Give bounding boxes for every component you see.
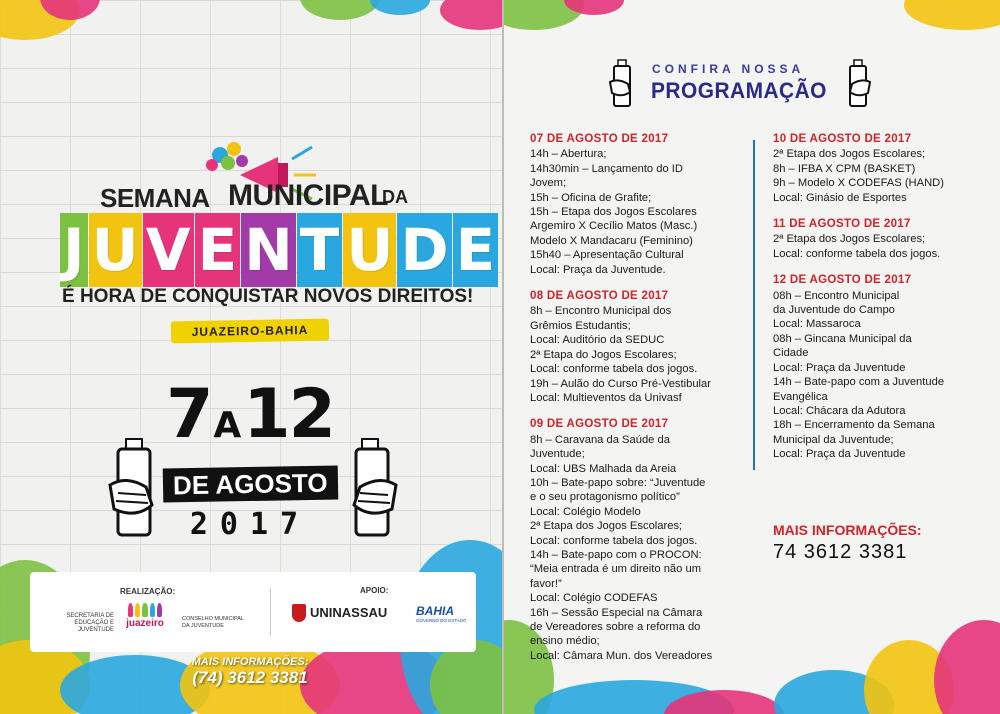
schedule-day	[773, 273, 973, 461]
letter-e: E	[195, 213, 241, 287]
contact-label: MAIS INFORMAÇÕES:	[773, 522, 922, 538]
schedule-line: Cidade	[773, 347, 809, 360]
schedule-line: 15h40 – Apresentação Cultural	[530, 249, 684, 262]
spray-can-icon	[842, 58, 872, 110]
spray-can-icon	[608, 58, 638, 110]
schedule-line: 10h – Bate-papo sobre: “Juventude	[530, 476, 706, 489]
day-title: 11 DE AGOSTO DE 2017	[773, 218, 911, 231]
schedule-line: 8h – IFBA X CPM (BASKET)	[773, 162, 916, 175]
title-municipal: MUNICIPAL	[228, 179, 388, 212]
juazeiro-logo-text: juazeiro	[126, 618, 164, 629]
schedule-day	[530, 132, 752, 277]
people-icon	[128, 603, 162, 617]
schedule-line: e o seu protagonismo político”	[530, 491, 680, 504]
header-programacao: PROGRAMAÇÃO	[651, 78, 827, 103]
realizacao-label: REALIZAÇÃO:	[120, 587, 176, 596]
schedule-line: Jovem;	[530, 177, 567, 190]
schedule-line: Modelo X Mandacaru (Feminino)	[530, 234, 693, 247]
date-a: A	[213, 405, 242, 446]
schedule-day	[773, 217, 973, 261]
contact-phone: (74) 3612 3381	[192, 668, 308, 687]
schedule-line: Local: Massaroca	[773, 318, 861, 331]
bahia-logo-sub: GOVERNO DO ESTADO	[416, 618, 467, 623]
city-badge: JUAZEIRO-BAHIA	[171, 319, 329, 344]
schedule-day	[530, 417, 752, 663]
schedule-line: 8h – Encontro Municipal dos	[530, 305, 672, 318]
schedule-line: favor!”	[530, 577, 562, 590]
schedule-line: 19h – Aulão do Curso Pré-Vestibular	[530, 377, 711, 390]
paint-splash	[300, 0, 380, 20]
schedule-line: 14h – Bate-papo com a Juventude	[773, 376, 945, 389]
paint-splash	[904, 0, 1000, 30]
schedule-line: “Meia entrada é um direito não um	[530, 563, 702, 576]
tagline: É HORA DE CONQUISTAR NOVOS DIREITOS!	[62, 286, 474, 307]
date-year: 2017	[189, 507, 311, 542]
paint-splash	[370, 0, 430, 15]
schedule-line: Local: Praça da Juventude	[773, 361, 906, 374]
schedule-day	[530, 289, 752, 405]
date-start: 7	[166, 375, 212, 454]
letter-e2: E	[453, 213, 499, 287]
schedule-column-1	[530, 132, 752, 675]
contact-info	[160, 656, 340, 688]
schedule-line: 9h – Modelo X CODEFAS (HAND)	[773, 177, 944, 190]
day-title: 08 DE AGOSTO DE 2017	[530, 290, 669, 303]
day-title: 12 DE AGOSTO DE 2017	[773, 274, 912, 287]
apoio-label: APOIO:	[360, 586, 389, 595]
schedule-line: Local: conforme tabela dos jogos.	[530, 534, 698, 547]
schedule-line: Grêmios Estudantis;	[530, 319, 631, 332]
schedule-line: Local: Ginásio de Esportes	[773, 191, 907, 204]
spray-can-icon	[106, 435, 172, 545]
schedule-line: Local: conforme tabela dos jogos.	[773, 247, 941, 260]
schedule-line: 8h – Caravana da Saúde da	[530, 433, 670, 446]
header-confira: CONFIRA NOSSA	[652, 62, 805, 76]
schedule-line: Evangélica	[773, 390, 828, 403]
schedule-line: Local: Multieventos da Univasf	[530, 391, 682, 404]
schedule-line: Local: Chácara da Adutora	[773, 404, 906, 417]
date-range	[150, 375, 350, 461]
schedule-line: Local: Câmara Mun. dos Vereadores	[530, 649, 713, 662]
schedule-line: Local: Auditório da SEDUC	[530, 334, 665, 347]
schedule-line: 14h30min – Lançamento do ID	[530, 162, 683, 175]
letter-t: T	[297, 213, 343, 287]
letter-n: N	[241, 213, 296, 287]
schedule-line: 2ª Etapa do Jogos Escolares;	[530, 348, 677, 361]
day-title: 07 DE AGOSTO DE 2017	[530, 133, 669, 145]
day-title: 10 DE AGOSTO DE 2017	[773, 133, 912, 145]
contact-phone: 74 3612 3381	[773, 541, 908, 563]
schedule-line: 2ª Etapa dos Jogos Escolares;	[773, 233, 926, 246]
day-title: 09 DE AGOSTO DE 2017	[530, 418, 669, 431]
schedule-line: 15h – Oficina de Grafite;	[530, 191, 652, 204]
conselho-logo: CONSELHO MUNICIPAL DA JUVENTUDE	[182, 616, 244, 629]
letter-v: V	[143, 213, 194, 287]
event-logo	[60, 135, 496, 345]
secretaria-logo: SECRETARIA DE EDUCAÇÃO E JUVENTUDE	[66, 613, 114, 633]
schedule-line: Local: conforme tabela dos jogos.	[530, 363, 698, 376]
juazeiro-logo	[122, 603, 168, 631]
schedule-line: Local: Praça da Juventude	[773, 448, 906, 461]
schedule-line: Municipal da Juventude;	[773, 433, 894, 446]
schedule-line: 08h – Gincana Municipal da	[773, 332, 912, 345]
schedule-line: da Juventude do Campo	[773, 304, 895, 317]
uninassau-logo: UNINASSAU	[310, 605, 388, 620]
title-semana: SEMANA	[100, 183, 210, 213]
schedule-line: Juventude;	[530, 448, 585, 461]
schedule-line: 2ª Etapa dos Jogos Escolares;	[530, 520, 683, 533]
date-month: DE AGOSTO	[162, 465, 337, 502]
paint-splash	[440, 0, 502, 30]
title-juventude	[60, 213, 499, 287]
schedule-day	[773, 132, 973, 205]
schedule-line: 15h – Etapa dos Jogos Escolares	[530, 206, 697, 219]
letter-u: U	[89, 213, 142, 287]
schedule-line: ensino médio;	[530, 635, 600, 648]
divider	[270, 588, 271, 636]
schedule-line: 08h – Encontro Municipal	[773, 289, 900, 302]
schedule-line: Local: Colégio Modelo	[530, 505, 641, 518]
bahia-logo: BAHIA	[416, 604, 454, 618]
schedule-line: Local: UBS Malhada da Areia	[530, 462, 677, 475]
contact-label: MAIS INFORMAÇÕES:	[191, 656, 309, 668]
sponsors-bar	[30, 572, 476, 652]
title-da: DA	[382, 187, 408, 207]
schedule-line: 14h – Bate-papo com o PROCON:	[530, 548, 702, 561]
schedule-line: 14h – Abertura;	[530, 148, 607, 161]
schedule-column-2	[773, 132, 973, 675]
uninassau-shield-icon	[292, 604, 306, 622]
schedule-line: Local: Praça da Juventude.	[530, 263, 666, 276]
schedule-columns	[530, 132, 973, 675]
schedule-line: de Vereadores sobre a reforma do	[530, 621, 701, 633]
schedule-line: Argemiro X Cecílio Matos (Masc.)	[530, 220, 698, 233]
date-end: 12	[243, 375, 334, 454]
schedule-line: Local: Colégio CODEFAS	[530, 592, 658, 605]
spray-can-icon	[334, 435, 400, 545]
letter-d: D	[397, 213, 451, 287]
event-dates	[150, 375, 350, 542]
letter-j: J	[60, 213, 88, 287]
schedule-line: 18h – Encerramento da Semana	[773, 419, 935, 432]
schedule-line: 2ª Etapa dos Jogos Escolares;	[773, 148, 926, 161]
letter-u2: U	[343, 213, 396, 287]
schedule-line: 16h – Sessão Especial na Câmara	[530, 606, 703, 619]
